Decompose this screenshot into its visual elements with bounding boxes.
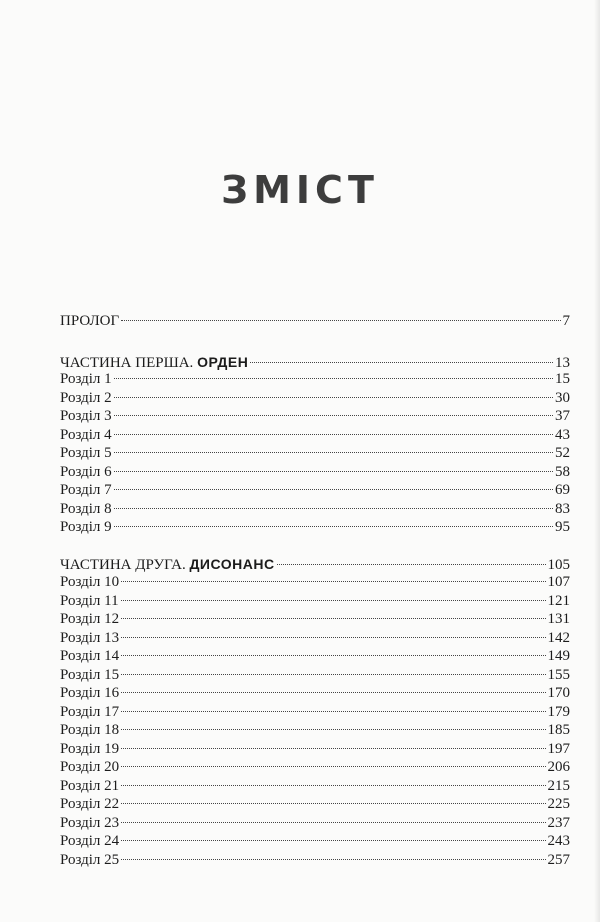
toc-entry-label: Розділ 23 [60,815,120,831]
toc-entry-page: 30 [555,390,570,406]
toc-entry-chapter [60,610,570,628]
toc-entry-page: 105 [547,557,570,573]
toc-entry-chapter [60,647,570,665]
toc-entry-page: 52 [555,445,570,461]
toc-entry-chapter [60,777,570,795]
toc-entry-label: Розділ 24 [60,833,120,849]
dot-leader [121,674,545,675]
page-title: ЗМІСТ [221,168,379,212]
toc-entry-part-1 [60,353,570,371]
toc-entry-label: ПРОЛОГ [60,313,120,329]
toc-entry-chapter [60,463,570,481]
toc-entry-page: 179 [547,704,570,720]
toc-entry-chapter [60,721,570,739]
dot-leader [121,859,545,860]
toc-entry-label: Розділ 10 [60,574,120,590]
toc-entry-page: 107 [547,574,570,590]
part-heading [60,555,275,574]
toc-entry-chapter [60,740,570,758]
toc-entry-label: Розділ 14 [60,648,120,664]
toc-entry-label: Розділ 12 [60,611,120,627]
toc-entry-chapter [60,629,570,647]
toc-entry-chapter [60,684,570,702]
toc-entry-label: Розділ 4 [60,427,112,443]
part-prefix: ЧАСТИНА ДРУГА. [60,557,186,573]
toc-entry-label: Розділ 9 [60,519,112,535]
dot-leader [121,785,545,786]
dot-leader [121,655,545,656]
part-name: ДИСОНАНС [189,556,275,572]
dot-leader [121,729,545,730]
part-name: ОРДЕН [197,354,249,370]
dot-leader [114,471,553,472]
part-prefix: ЧАСТИНА ПЕРША. [60,355,194,371]
toc-entry-page: 155 [547,667,570,683]
toc-entry-label: Розділ 16 [60,685,120,701]
toc-entry-chapter [60,389,570,407]
toc-entry-label: Розділ 6 [60,464,112,480]
dot-leader [121,822,545,823]
toc-entry-page: 243 [547,833,570,849]
dot-leader [114,508,553,509]
toc-entry-label: Розділ 5 [60,445,112,461]
toc-entry-chapter [60,851,570,869]
toc-entry-label: Розділ 7 [60,482,112,498]
dot-leader [114,526,553,527]
page-edge-shadow [594,0,600,922]
toc-entry-chapter [60,518,570,536]
toc-entry-page: 15 [555,371,570,387]
dot-leader [121,711,545,712]
toc-entry-page: 95 [555,519,570,535]
toc-entry-page: 257 [547,852,570,868]
toc-entry-chapter [60,370,570,388]
dot-leader [121,803,545,804]
toc-entry-chapter [60,426,570,444]
dot-leader [121,637,545,638]
dot-leader [114,397,553,398]
toc-entry-chapter [60,444,570,462]
toc-entry-label: Розділ 11 [60,593,119,609]
toc-entry-chapter [60,814,570,832]
toc-entry-page: 149 [547,648,570,664]
toc-entry-label: Розділ 8 [60,501,112,517]
toc-entry-chapter [60,795,570,813]
dot-leader [277,564,546,565]
toc-entry-label: Розділ 25 [60,852,120,868]
toc-entry-label: Розділ 18 [60,722,120,738]
dot-leader [121,766,545,767]
toc-entry-page: 206 [547,759,570,775]
toc-entry-label: Розділ 20 [60,759,120,775]
toc-entry-label: Розділ 13 [60,630,120,646]
toc-entry-chapter [60,407,570,425]
toc-entry-page: 197 [547,741,570,757]
dot-leader [121,618,545,619]
toc-entry-page: 13 [555,355,570,371]
toc-entry-page: 131 [547,611,570,627]
toc-entry-chapter [60,832,570,850]
dot-leader [114,434,553,435]
toc-entry-page: 69 [555,482,570,498]
toc-entry-chapter [60,500,570,518]
toc-entry-page: 237 [547,815,570,831]
toc-entry-chapter [60,573,570,591]
toc-entry-page: 121 [547,593,570,609]
toc-entry-label: Розділ 19 [60,741,120,757]
dot-leader [121,581,545,582]
toc-entry-page: 142 [547,630,570,646]
toc-entry-page: 215 [547,778,570,794]
toc-entry-chapter [60,758,570,776]
toc-entry-label: Розділ 15 [60,667,120,683]
dot-leader [114,489,553,490]
toc-entry-page: 225 [547,796,570,812]
toc-entry-page: 7 [562,313,570,329]
toc-entry-page: 37 [555,408,570,424]
toc-entry-label: Розділ 21 [60,778,120,794]
dot-leader [121,320,560,321]
toc-entry-page: 43 [555,427,570,443]
toc-entry-label: Розділ 22 [60,796,120,812]
dot-leader [121,600,546,601]
dot-leader [121,840,545,841]
dot-leader [114,378,553,379]
dot-leader [121,692,545,693]
dot-leader [250,362,553,363]
toc-entry-part-2 [60,555,570,573]
dot-leader [114,452,553,453]
toc-entry-prologue [60,312,570,330]
toc-entry-chapter [60,481,570,499]
toc-entry-label: Розділ 3 [60,408,112,424]
toc-entry-chapter [60,666,570,684]
dot-leader [114,415,553,416]
dot-leader [121,748,545,749]
toc-entry-page: 185 [547,722,570,738]
toc-entry-label: Розділ 2 [60,390,112,406]
toc-entry-page: 58 [555,464,570,480]
toc-entry-label: Розділ 17 [60,704,120,720]
toc-entry-label: Розділ 1 [60,371,112,387]
toc-entry-page: 83 [555,501,570,517]
toc-entry-page: 170 [547,685,570,701]
toc-entry-chapter [60,703,570,721]
toc-entry-chapter [60,592,570,610]
